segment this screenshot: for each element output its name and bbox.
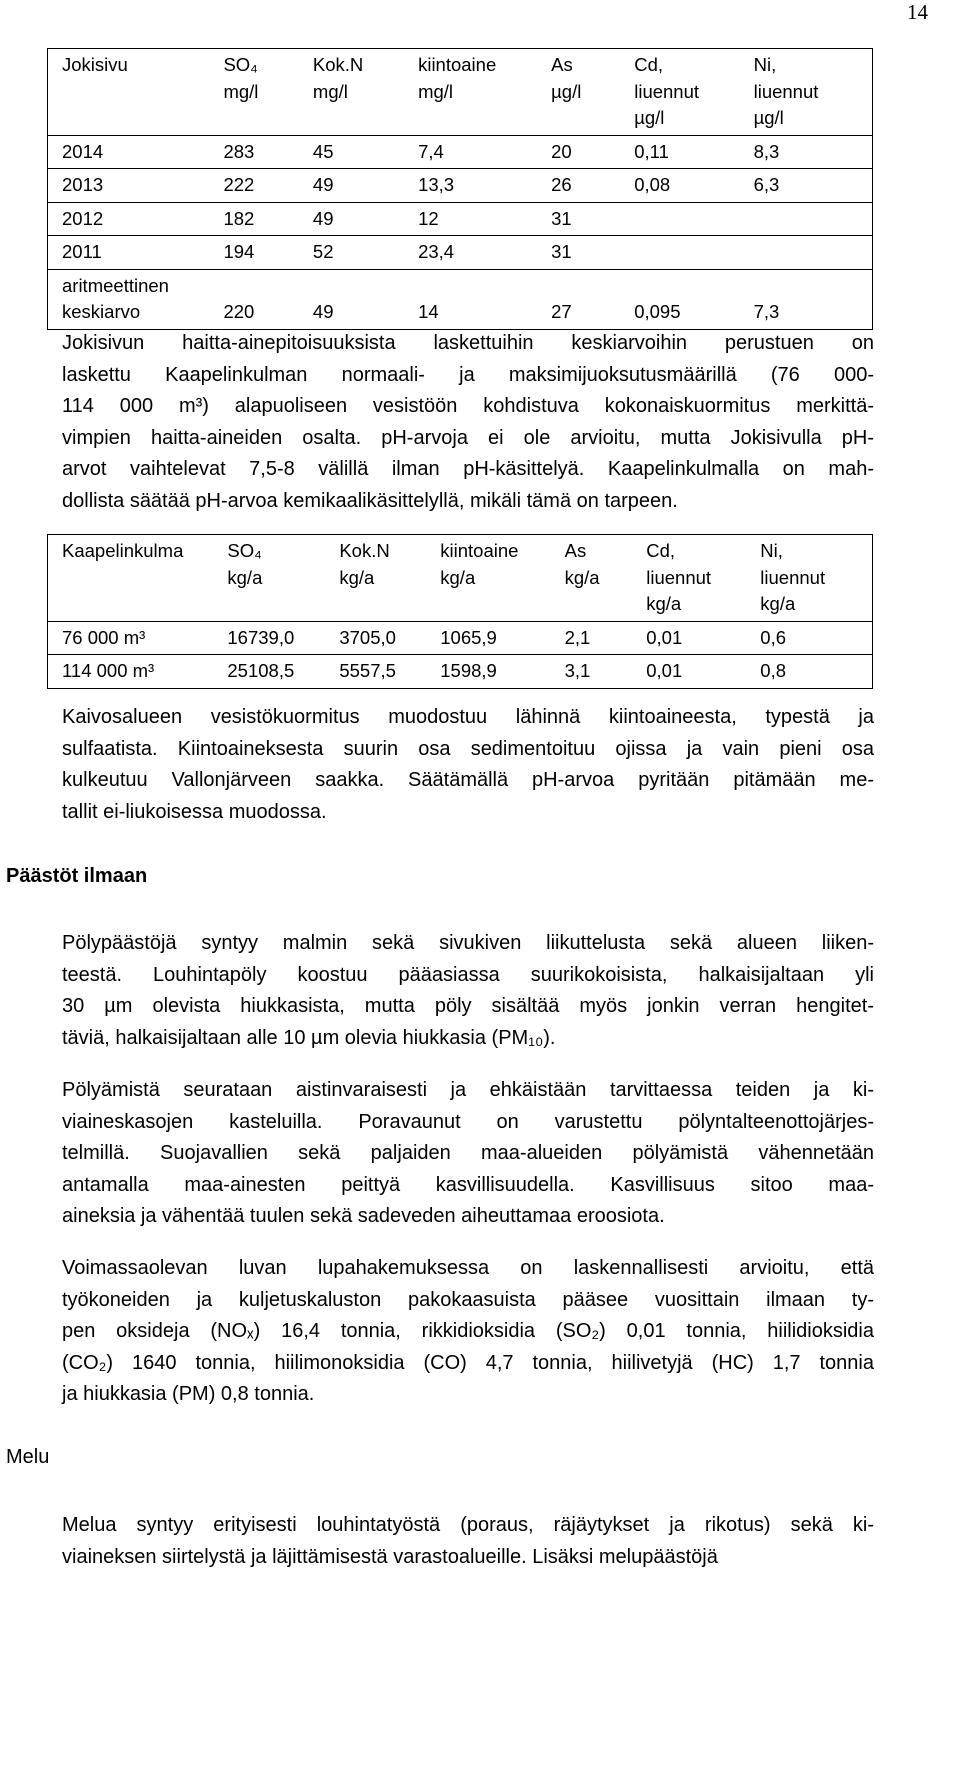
table-header-cell-text: Ni, (760, 540, 783, 561)
table-cell (209, 202, 298, 236)
mean-value-text: 7,3 (753, 301, 780, 322)
table-header-cell-text: kg/a (227, 566, 263, 588)
table-cell-text: 26 (551, 174, 572, 195)
table-cell (404, 135, 537, 169)
table-cell (299, 135, 404, 169)
table-cell (746, 621, 872, 655)
table-cell-text: 31 (551, 207, 572, 229)
table-cell (404, 202, 537, 236)
table-cell-text: 3705,0 (339, 626, 396, 648)
table-cell-text: 2012 (62, 207, 104, 229)
table-header-cell-text: Kok.N (339, 540, 390, 561)
table-header-cell-text: kg/a (760, 593, 796, 614)
table-header-cell (404, 49, 537, 136)
table-cell (209, 135, 298, 169)
table-cell (740, 236, 873, 270)
paragraph-line: kulkeutuu Vallonjärveen saakka. Säätämällä pH-arvoa pyritään pitämään me- (62, 769, 874, 792)
table-cell (213, 655, 325, 689)
table-cell (209, 169, 298, 203)
paragraph-line: 114 000 m³) alapuoliseen vesistöön kohdistuva kokonaiskuormitus merkittä- (62, 395, 874, 418)
paragraph-dust-emissions (62, 928, 874, 1054)
table-header-cell-text: Cd, (634, 54, 664, 75)
mean-value-cell (740, 269, 873, 329)
table-cell (299, 169, 404, 203)
table-cell-text: 6,3 (753, 174, 780, 195)
mean-value-text: 14 (418, 301, 439, 322)
table-cell-text: 20 (551, 140, 572, 162)
table-cell-text: 2011 (62, 241, 102, 262)
paragraph-line: telmillä. Suojavallien sekä paljaiden maa-alueiden pölyämistä vähennetään (62, 1142, 874, 1165)
section-heading-noise: Melu (6, 1446, 50, 1468)
table-cell-text: 1065,9 (440, 626, 497, 648)
table-cell-text: 1598,9 (440, 660, 497, 681)
paragraph-line: työkoneiden ja kuljetuskaluston pakokaasuista pääsee vuosittain ilmaan ty- (62, 1288, 874, 1311)
table-cell-text: 45 (312, 140, 334, 162)
table-cell-text: 0,11 (634, 140, 669, 162)
table-cell-text: 222 (223, 174, 255, 195)
kaapelinkulma-table (47, 534, 873, 689)
table-cell-text: 7,4 (418, 140, 444, 162)
paragraph-line: Jokisivun haitta-ainepitoisuuksista laskettuihin keskiarvoihin perustuen on (62, 332, 874, 354)
paragraph-line: 30 µm olevista hiukkasista, mutta pöly sisältää myös jonkin verran hengitet- (62, 995, 874, 1018)
table-header-cell (632, 535, 746, 622)
table-header-cell-text: mg/l (312, 80, 348, 102)
table-cell-text: 31 (551, 241, 572, 262)
table-cell-text: 16739,0 (227, 626, 295, 648)
table-cell (48, 169, 210, 203)
table-cell (620, 202, 739, 236)
table-cell (537, 135, 620, 169)
paragraph-load-calculation (62, 328, 874, 518)
table-cell (48, 621, 214, 655)
table-header-cell (209, 49, 298, 136)
table-cell-text: 0,08 (634, 174, 671, 195)
paragraph-line: dollista säätää pH-arvoa kemikaalikäsittelyllä, mikäli tämä on tarpeen. (62, 489, 678, 512)
table-cell-text: 2,1 (564, 626, 591, 648)
paragraph-line: Pölyämistä seurataan aistinvaraisesti ja ehkäistään tarvittaessa teiden ja ki- (62, 1079, 874, 1101)
table-header-cell (325, 535, 426, 622)
mean-label-cell-text: aritmeettinen (62, 274, 169, 296)
table-cell (537, 202, 620, 236)
table-cell (299, 202, 404, 236)
table-header-cell-text: mg/l (223, 80, 259, 102)
table-cell (404, 236, 537, 270)
table-header-cell-text: kg/a (646, 593, 682, 614)
table-cell (213, 621, 325, 655)
table-header-cell-text: SO₄ (227, 540, 262, 561)
table-header-row (48, 49, 873, 136)
table-header-cell-text: liuennut (753, 80, 819, 102)
table-row (48, 135, 873, 169)
paragraph-line: sulfaatista. Kiintoaineksesta suurin osa sedimentoituu ojissa ja vain pieni osa (62, 737, 874, 760)
mean-value-cell (299, 269, 404, 329)
table-cell-text: 76 000 m³ (62, 626, 146, 648)
mean-value-text: 220 (223, 301, 255, 322)
table-cell-text: 25108,5 (227, 660, 295, 681)
table-cell-text: 2014 (62, 140, 104, 162)
table-row (48, 169, 873, 203)
paragraph-water-load (62, 702, 874, 828)
table-header-cell-text: kg/a (440, 566, 476, 588)
table-cell (632, 621, 746, 655)
mean-value-cell (404, 269, 537, 329)
table-cell (537, 169, 620, 203)
paragraph-line: täviä, halkaisijaltaan alle 10 µm olevia hiukkasia (PM₁₀). (62, 1026, 556, 1049)
table-cell-text: 13,3 (418, 174, 455, 195)
table-header-cell-text: liuennut (646, 566, 712, 588)
table-header-cell-text: SO₄ (223, 54, 258, 75)
table-cell-text: 0,01 (646, 660, 683, 681)
paragraph-line: Pölypäästöjä syntyy malmin sekä sivukiven liikuttelusta sekä alueen liiken- (62, 932, 874, 954)
table-cell-text: 283 (223, 140, 255, 162)
table-header-cell (213, 535, 325, 622)
table-header-cell (740, 49, 873, 136)
table-cell (740, 135, 873, 169)
table-cell (740, 202, 873, 236)
table-header-cell-text: Ni, (753, 54, 777, 75)
paragraph-line: pen oksideja (NOₓ) 16,4 tonnia, rikkidioksidia (SO₂) 0,01 tonnia, hiilidioksidia (62, 1320, 874, 1343)
mean-value-text: 49 (312, 301, 334, 322)
paragraph-line: Kaivosalueen vesistökuormitus muodostuu lähinnä kiintoaineesta, typestä ja (62, 706, 874, 728)
table-cell (551, 621, 633, 655)
table-header-cell-text: kg/a (564, 566, 600, 588)
paragraph-line: tallit ei-liukoisessa muodossa. (62, 800, 327, 823)
mean-label-cell-text: keskiarvo (62, 301, 141, 322)
mean-value-cell (537, 269, 620, 329)
paragraph-line: antamalla maa-ainesten peittyä kasvillisuudella. Kasvillisuus sitoo maa- (62, 1173, 874, 1196)
table-header-cell-text: Cd, (646, 540, 676, 561)
table-header-cell (426, 535, 550, 622)
table-header-cell-text: liuennut (634, 80, 700, 102)
table-header-cell (299, 49, 404, 136)
table-cell (620, 236, 739, 270)
table-cell (426, 621, 550, 655)
table-header-cell-text: mg/l (418, 80, 454, 102)
table-header-cell-text: liuennut (760, 566, 826, 588)
table-cell-text: 49 (312, 174, 334, 195)
table-cell-text: 114 000 m³ (62, 660, 155, 681)
table-cell (632, 655, 746, 689)
mean-value-text: 27 (551, 301, 572, 322)
paragraph-noise (62, 1510, 874, 1573)
table-row (48, 236, 873, 270)
mean-value-cell (620, 269, 739, 329)
paragraph-line: teestä. Louhintapöly koostuu pääasiassa suurikokoisista, halkaisijaltaan yli (62, 963, 874, 986)
table-cell (740, 169, 873, 203)
table-cell (620, 169, 739, 203)
table-cell-text: 49 (312, 207, 334, 229)
table-header-cell-text: µg/l (753, 107, 784, 128)
table-cell (48, 135, 210, 169)
table-row (48, 655, 873, 689)
table-cell-text: 12 (418, 207, 439, 229)
table-cell (404, 169, 537, 203)
page-number: 14 (907, 0, 928, 24)
table-cell (48, 202, 210, 236)
table-header-row (48, 535, 873, 622)
paragraph-line: Melua syntyy erityisesti louhintatyöstä (poraus, räjäytykset ja rikotus) sekä ki- (62, 1514, 874, 1536)
mean-value-cell (209, 269, 298, 329)
table-header-cell-text: kiintoaine (440, 540, 519, 561)
table-header-cell-text: kg/a (339, 566, 375, 588)
table-header-cell (620, 49, 739, 136)
table-row (48, 621, 873, 655)
table-header-cell-text: Kok.N (312, 54, 364, 75)
table-row (48, 202, 873, 236)
table-cell (325, 655, 426, 689)
table-cell (48, 236, 210, 270)
table-cell (426, 655, 550, 689)
paragraph-line: ja hiukkasia (PM) 0,8 tonnia. (62, 1383, 315, 1406)
table-cell-text: 182 (223, 207, 255, 229)
table-cell-text: 8,3 (753, 140, 780, 162)
paragraph-line: Voimassaolevan luvan lupahakemuksessa on laskennallisesti arvioitu, että (62, 1257, 874, 1279)
table-cell-text: 194 (223, 241, 255, 262)
table-cell-text: 0,6 (760, 626, 787, 648)
table-cell (209, 236, 298, 270)
table-header-cell (48, 49, 210, 136)
paragraph-exhaust-emissions (62, 1253, 874, 1411)
table-header-cell-text: As (564, 540, 587, 561)
table-header-cell-text: µg/l (634, 107, 665, 128)
table-cell (746, 655, 872, 689)
table-header-cell (551, 535, 633, 622)
paragraph-line: viaineskasojen kasteluilla. Poravaunut on varustettu pölyntalteenottojärjes- (62, 1110, 874, 1133)
table-header-cell (746, 535, 872, 622)
table-cell (325, 621, 426, 655)
paragraph-line: vimpien haitta-aineiden osalta. pH-arvoja ei ole arvioitu, mutta Jokisivulla pH- (62, 426, 874, 449)
table-cell (299, 236, 404, 270)
table-cell-text: 5557,5 (339, 660, 396, 681)
table-header-cell (48, 535, 214, 622)
paragraph-line: laskettu Kaapelinkulman normaali- ja maksimijuoksutusmäärillä (76 000- (62, 363, 874, 386)
table-cell (537, 236, 620, 270)
paragraph-line: viaineksen siirtelystä ja läjittämisestä varastoalueille. Lisäksi melupäästöjä (62, 1545, 718, 1568)
table-cell-text: 0,8 (760, 660, 787, 681)
table-header-cell-text: Kaapelinkulma (62, 540, 184, 561)
table-cell-text: 0,01 (646, 626, 683, 648)
table-cell-text: 23,4 (418, 241, 455, 262)
section-heading-emissions-air: Päästöt ilmaan (6, 865, 148, 887)
table-header-cell-text: µg/l (551, 80, 582, 102)
table-mean-row (48, 269, 873, 329)
jokisivu-table (47, 48, 873, 330)
table-header-cell-text: Jokisivu (62, 54, 128, 75)
mean-value-text: 0,095 (634, 301, 681, 322)
table-cell-text: 3,1 (564, 660, 591, 681)
table-header-cell-text: As (551, 54, 573, 75)
paragraph-line: (CO₂) 1640 tonnia, hiilimonoksidia (CO) 4,7 tonnia, hiilivetyjä (HC) 1,7 tonnia (62, 1351, 874, 1374)
table-cell-text: 52 (312, 241, 334, 262)
table-cell (620, 135, 739, 169)
table-header-cell (537, 49, 620, 136)
table-header-cell-text: kiintoaine (418, 54, 497, 75)
table-cell-text: 2013 (62, 174, 104, 195)
table-cell (551, 655, 633, 689)
paragraph-line: arvot vaihtelevat 7,5-8 välillä ilman pH-käsittelyä. Kaapelinkulmalla on mah- (62, 458, 874, 481)
mean-label-cell (48, 269, 210, 329)
paragraph-line: aineksia ja vähentää tuulen sekä sadeveden aiheuttamaa eroosiota. (62, 1205, 665, 1228)
table-cell (48, 655, 214, 689)
paragraph-dust-control (62, 1075, 874, 1233)
